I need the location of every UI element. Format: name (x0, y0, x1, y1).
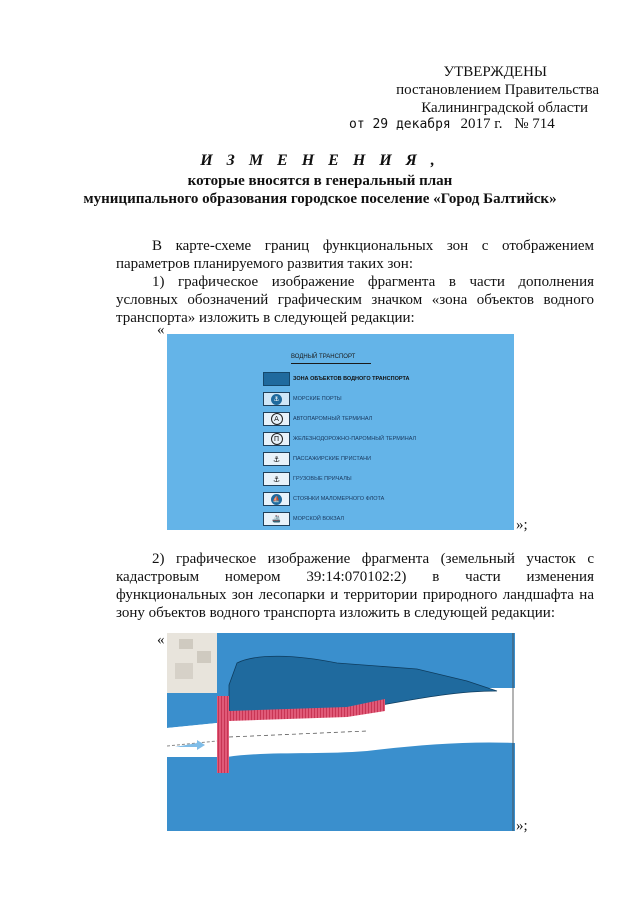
legend-label: ЖЕЛЕЗНОДОРОЖНО-ПАРОМНЫЙ ТЕРМИНАЛ (293, 436, 417, 442)
letter-p-circle-icon: П (263, 432, 290, 446)
legend-label: ПАССАЖИРСКИЕ ПРИСТАНИ (293, 456, 372, 462)
ship-icon: 🚢 (263, 512, 290, 526)
legend-label: ГРУЗОВЫЕ ПРИЧАЛЫ (293, 476, 352, 482)
heading-line-1: которые вносятся в генеральный план (187, 173, 453, 189)
quote-close-2: »; (516, 818, 528, 834)
approval-number: № 714 (514, 116, 555, 132)
letter-a-circle-icon: А (263, 412, 290, 426)
legend-row-car-ferry (263, 412, 372, 426)
item-1-text: 1) графическое изображение фрагмента в части дополнения условных обозначений графическим значком «зона объектов водного транспорта» изложить в следующей редакции: (116, 274, 594, 326)
boat-circle-icon: ⛵ (263, 492, 290, 506)
legend-row-water-zone (263, 372, 409, 386)
approval-date-prefix: от 29 декабря (349, 117, 451, 132)
legend-row-small-craft (263, 492, 384, 506)
legend-label: МОРСКОЙ ВОКЗАЛ (293, 516, 344, 522)
legend-row-passenger-piers (263, 452, 371, 466)
approval-date (349, 116, 555, 133)
quote-open-1: « (157, 322, 165, 338)
page-title: И З М Е Н Е Н И Я , (200, 152, 440, 169)
approval-line-2: Калининградской области (421, 100, 588, 116)
heading-line-2: муниципального образования городское поселение «Город Балтийск» (83, 191, 557, 207)
item-2-paragraph (116, 550, 594, 622)
approved-label: УТВЕРЖДЕНЫ (443, 64, 547, 80)
quote-close-1: »; (516, 517, 528, 533)
legend-label: ЗОНА ОБЪЕКТОВ ВОДНОГО ТРАНСПОРТА (293, 376, 410, 382)
intro-text: В карте-схеме границ функциональных зон с отображением параметров планируемого развития таких зон: (116, 238, 594, 272)
dark-blue-swatch-icon (263, 372, 290, 386)
legend-row-sea-terminal (263, 512, 344, 526)
legend-row-cargo-berths (263, 472, 352, 486)
legend-label: АВТОПАРОМНЫЙ ТЕРМИНАЛ (293, 416, 373, 422)
item-2-text: 2) графическое изображение фрагмента (земельный участок с кадастровым номером 39:14:070102:2) в части изменения функциональных зон лесопарки и территории природного ландшафта на зону объектов водного транспорта изложить в следующей редакции: (116, 551, 594, 621)
legend-title-underline (291, 363, 371, 364)
approval-line-1: постановлением Правительства (396, 82, 599, 98)
legend-row-rail-ferry (263, 432, 416, 446)
legend-row-sea-ports (263, 392, 342, 406)
legend-label: МОРСКИЕ ПОРТЫ (293, 396, 342, 402)
intro-paragraph (116, 237, 594, 327)
legend-title: ВОДНЫЙ ТРАНСПОРТ (291, 354, 356, 360)
legend-label: СТОЯНКИ МАЛОМЕРНОГО ФЛОТА (293, 496, 385, 502)
quote-open-2: « (157, 632, 165, 648)
anchor-circle-icon: ⚓ (263, 392, 290, 406)
cargo-anchor-icon: ⚓ (263, 472, 290, 486)
anchor-icon: ⚓ (263, 452, 290, 466)
legend-fragment (167, 334, 514, 530)
map-fragment (167, 633, 515, 831)
map-image (167, 633, 515, 831)
approval-year: 2017 г. (460, 116, 503, 132)
